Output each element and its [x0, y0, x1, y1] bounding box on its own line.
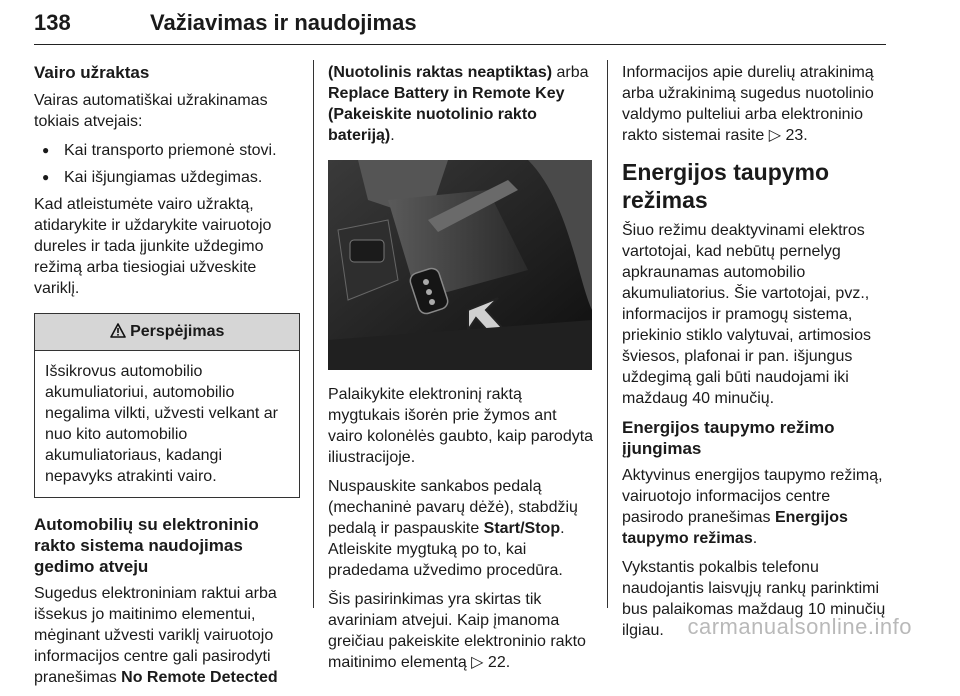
paragraph: Vairas automatiškai užrakinamas tokiais atvejais:: [34, 92, 268, 130]
section-heading-energy-saving-activation: Energijos taupymo režimo įjungimas: [622, 418, 835, 458]
column-1: [34, 62, 300, 696]
text-run: Nuspauskite sankabos pedalą (mechaninė pavarų dėžė), stabdžių pedalą ir paspauskite: [328, 478, 578, 537]
paragraph: [622, 62, 888, 146]
text-run: Aktyvinus energijos taupymo režimą, vairuotojo informacijos centre pasirodo pranešimas: [622, 467, 883, 526]
warning-header: [35, 314, 299, 351]
paragraph: Kad atleistumėte vairo užraktą, atidarykite ir uždarykite vairuotojo dureles ir tada įjunkite uždegimo režimą arba tiesiogiai užveskite variklį.: [34, 196, 272, 297]
paragraph: Vykstantis pokalbis telefonu naudojantis laisvųjų rankų parinktimi bus palaikomas maždaug 10 minučių ilgiau.: [622, 559, 886, 639]
column-2: [328, 62, 594, 681]
message-text: (Nuotolinis raktas neaptiktas): [328, 64, 553, 81]
bullet-list: [34, 140, 300, 188]
section-heading-steering-lock: Vairo užraktas: [34, 63, 150, 82]
text-run: .: [752, 530, 758, 547]
list-item: ● Kai išjungiamas uždegimas.: [34, 167, 300, 188]
column-3: [622, 62, 888, 649]
warning-triangle-icon: [110, 323, 130, 340]
column-divider-1: [313, 60, 314, 608]
column-divider-2: [607, 60, 608, 608]
chapter-title: Važiavimas ir naudojimas: [150, 10, 417, 35]
text-run: arba: [552, 64, 589, 81]
watermark: carmanualsonline.info: [687, 614, 912, 639]
text-run: Šis pasirinkimas yra skirtas tik avariniam atvejui. Kaip įmanoma greičiau pakeiskite elektroninio rakto maitinimo elementą: [328, 591, 586, 671]
paragraph: [328, 62, 594, 146]
message-text: Replace Battery in Remote Key (Pakeiskite nuotolinio rakto bateriją): [328, 85, 565, 144]
page-header: [34, 4, 886, 45]
warning-title: Perspėjimas: [130, 323, 225, 340]
paragraph: [34, 583, 300, 688]
warning-box: [34, 313, 300, 498]
steering-column-illustration: [328, 160, 592, 370]
message-text: Energijos taupymo režimas: [622, 509, 848, 547]
text-run: Sugedus elektroniniam raktui arba išsekus jo maitinimo elementui, mėginant užvesti variklį vairuotojo informacijos centre gali pasirodyti pranešimas: [34, 585, 277, 686]
page-number: 138: [34, 10, 71, 35]
paragraph: [622, 465, 888, 549]
section-heading-electronic-key-failure: Automobilių su elektroninio rakto sistema naudojimas gedimo atveju: [34, 515, 259, 576]
paragraph: Palaikykite elektroninį raktą mygtukais išorėn prie žymos ant vairo kolonėlės gaubto, kaip parodyta iliustracijoje.: [328, 386, 594, 466]
list-item: ● Kai transporto priemonė stovi.: [34, 140, 300, 161]
paragraph: Šiuo režimu deaktyvinami elektros vartotojai, kad nebūtų pernelyg apkraunamas automobilio akumuliatorius. Šie vartotojai, pvz., informacijos ir pramogų sistema, priekinio stiklo valytuvai, artimosios šviesos, plafonai ir pan. išjungus uždegimą gali būti naudojami iki maždaug 40 minučių.: [622, 222, 871, 407]
page-reference: ▷ 22.: [471, 654, 511, 671]
warning-body: Išsikrovus automobilio akumuliatoriui, automobilio negalima vilkti, užvesti velkant ar nuo kito automobilio akumuliatoriaus, kadangi nepavyks atrakinti vairo.: [45, 363, 278, 485]
button-name-text: Start/Stop: [483, 520, 561, 537]
text-run: .: [390, 127, 395, 144]
text-run: Informacijos apie durelių atrakinimą arba užrakinimą sugedus nuotolinio valdymo pulteliui arba elektroninio rakto sistemai rasite: [622, 64, 874, 144]
message-text: No Remote Detected: [121, 669, 278, 686]
text-run: . Atleiskite mygtuką po to, kai pradedama užvedimo procedūra.: [328, 520, 565, 579]
page-reference: ▷ 23.: [768, 127, 808, 144]
paragraph: [328, 589, 594, 673]
paragraph: [328, 476, 594, 581]
section-heading-energy-saving-mode: Energijos taupymo režimas: [622, 159, 830, 213]
